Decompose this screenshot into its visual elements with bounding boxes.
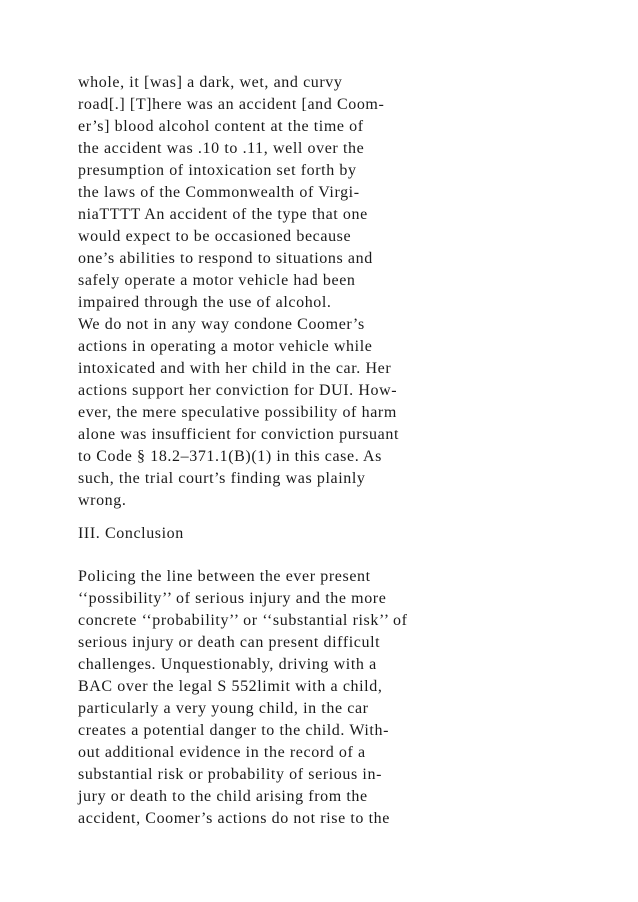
- text-line: ‘‘possibility’’ of serious injury and the more: [78, 590, 387, 607]
- paragraph-court-reasoning: [78, 314, 618, 512]
- paragraph-quoted-findings: [78, 72, 618, 314]
- text-line: one’s abilities to respond to situations and: [78, 250, 373, 267]
- text-line: would expect to be occasioned because: [78, 228, 352, 245]
- text-line: impaired through the use of alcohol.: [78, 294, 332, 311]
- text-line: to Code § 18.2–371.1(B)(1) in this case. As: [78, 448, 382, 465]
- text-line: BAC over the legal S 552limit with a child,: [78, 678, 383, 695]
- text-line: alone was insufficient for conviction pursuant: [78, 426, 400, 443]
- text-line: particularly a very young child, in the car: [78, 700, 369, 717]
- text-line: er’s] blood alcohol content at the time of: [78, 118, 364, 135]
- text-line: substantial risk or probability of serious in-: [78, 766, 383, 783]
- text-line: such, the trial court’s finding was plainly: [78, 470, 366, 487]
- text-line: concrete ‘‘probability’’ or ‘‘substantial risk’’ of: [78, 612, 408, 629]
- text-line: jury or death to the child arising from the: [78, 788, 368, 805]
- text-line: ever, the mere speculative possibility of harm: [78, 404, 397, 421]
- text-line: out additional evidence in the record of a: [78, 744, 366, 761]
- text-line: accident, Coomer’s actions do not rise to the: [78, 810, 390, 827]
- text-line: the accident was .10 to .11, well over the: [78, 140, 365, 157]
- text-line: Policing the line between the ever present: [78, 568, 371, 585]
- text-line: road[.] [T]here was an accident [and Coom-: [78, 96, 385, 113]
- text-line: niaTTTT An accident of the type that one: [78, 206, 368, 223]
- text-line: actions support her conviction for DUI. How-: [78, 382, 398, 399]
- text-line: challenges. Unquestionably, driving with a: [78, 656, 377, 673]
- paragraph-conclusion: [78, 566, 618, 830]
- text-line: whole, it [was] a dark, wet, and curvy: [78, 74, 343, 91]
- text-line: the laws of the Commonwealth of Virgi-: [78, 184, 360, 201]
- section-heading: [78, 523, 618, 545]
- text-line: serious injury or death can present difficult: [78, 634, 381, 651]
- text-line: intoxicated and with her child in the car. Her: [78, 360, 392, 377]
- text-line: We do not in any way condone Coomer’s: [78, 316, 365, 333]
- heading-text: III. Conclusion: [78, 525, 184, 542]
- text-line: presumption of intoxication set forth by: [78, 162, 357, 179]
- text-line: actions in operating a motor vehicle while: [78, 338, 373, 355]
- text-line: safely operate a motor vehicle had been: [78, 272, 356, 289]
- text-line: creates a potential danger to the child. With-: [78, 722, 389, 739]
- text-line: wrong.: [78, 492, 127, 509]
